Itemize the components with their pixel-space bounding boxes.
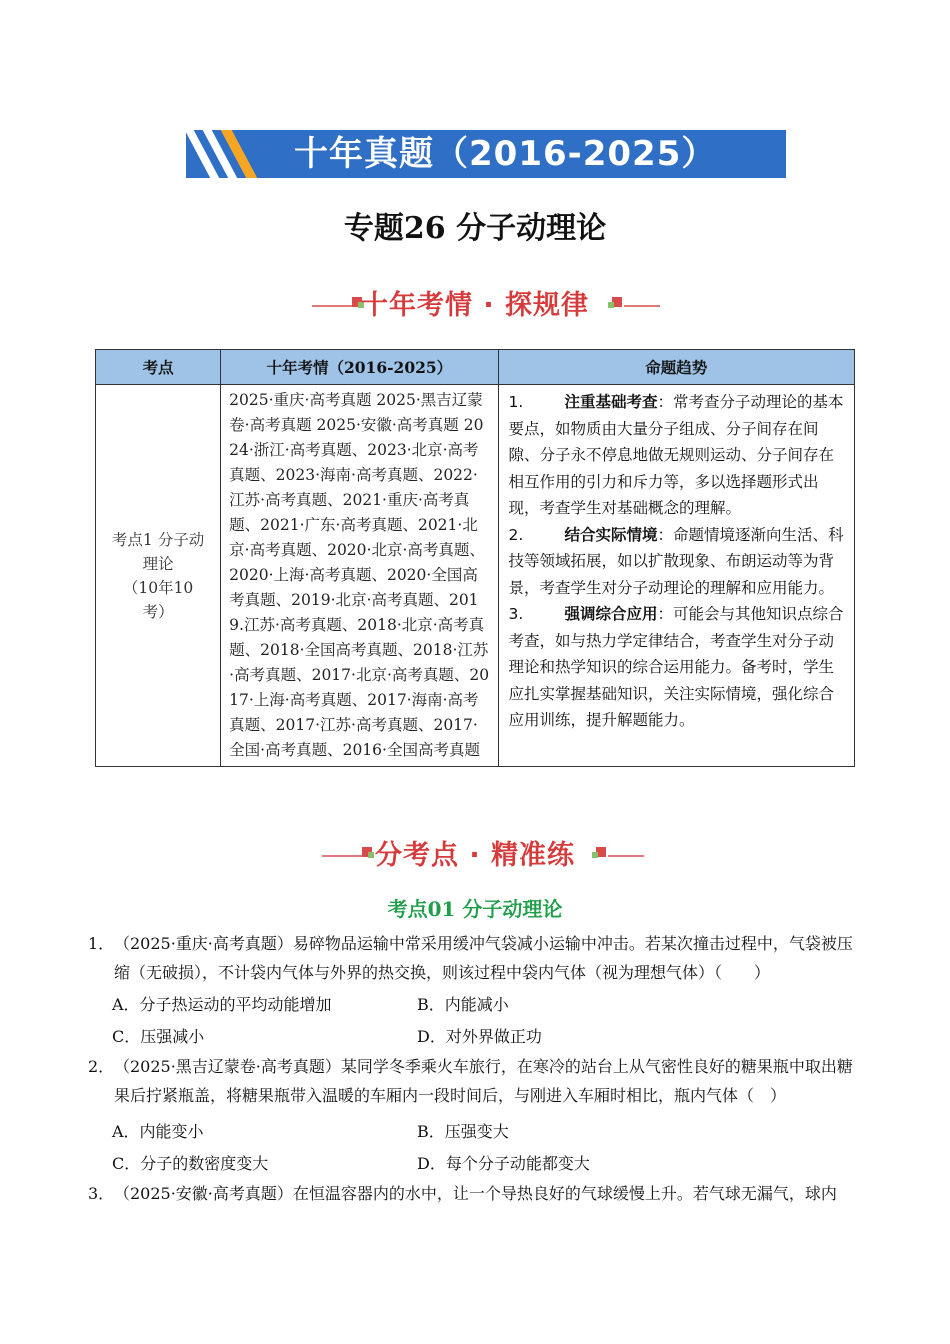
exam-point-text: （10年10 bbox=[122, 578, 194, 597]
question-text: （2025·安徽·高考真题）在恒温容器内的水中，让一个导热良好的气球缓慢上升。若气球无漏气，球内 bbox=[114, 1184, 837, 1203]
section-title: 分考点 · 精准练 bbox=[374, 840, 576, 871]
table-row bbox=[96, 385, 855, 767]
table-header-cell: 命题趋势 bbox=[498, 350, 854, 385]
option-a[interactable]: A．内能变小 bbox=[112, 1122, 204, 1141]
trend-title: 注重基础考查 bbox=[564, 393, 658, 411]
option-d[interactable]: D．每个分子动能都变大 bbox=[417, 1154, 590, 1173]
exam-summary-table bbox=[95, 349, 855, 767]
table-header-row bbox=[96, 350, 855, 385]
banner-title: 十年真题（2016-2025） bbox=[294, 134, 717, 174]
trend-text: ：命题情境逐渐向生活、科技等领域拓展，如以扩散现象、布朗运动等为背景，考查学生对分子动理论的理解和应用能力。 bbox=[508, 525, 844, 597]
question-3 bbox=[88, 1179, 860, 1208]
section-header-practice bbox=[0, 833, 950, 873]
section-header-ten-year bbox=[0, 283, 950, 323]
option-c[interactable]: C．分子的数密度变大 bbox=[112, 1154, 269, 1173]
trend-item bbox=[509, 389, 844, 522]
question-2 bbox=[88, 1052, 860, 1110]
question-text: （2025·重庆·高考真题）易碎物品运输中常采用缓冲气袋减小运输中冲击。若某次撞击过程中，气袋被压缩（无破损），不计袋内气体与外界的热交换，则该过程中袋内气体（视为理想气体）（ ） bbox=[114, 934, 853, 982]
document-title: 专题26 分子动理论 bbox=[343, 211, 607, 246]
trend-number: 2. bbox=[508, 525, 524, 544]
section-title: 十年考情 · 探规律 bbox=[360, 290, 590, 321]
exam-point-subtitle: 考点01 分子动理论 bbox=[387, 897, 563, 921]
trend-title: 强调综合应用 bbox=[564, 605, 658, 623]
exam-point-cell bbox=[96, 385, 221, 767]
question-text: （2025·黑吉辽蒙卷·高考真题）某同学冬季乘火车旅行，在寒冷的站台上从气密性良好的糖果瓶中取出糖果后拧紧瓶盖，将糖果瓶带入温暖的车厢内一段时间后，与刚进入车厢时相比，瓶内气体（ ） bbox=[114, 1057, 853, 1105]
option-d[interactable]: D．对外界做正功 bbox=[417, 1027, 542, 1046]
trend-text: ：常考查分子动理论的基本要点，如物质由大量分子组成、分子间存在间隙、分子永不停息地做无规则运动、分子间存在相互作用的引力和斥力等，多以选择题形式出现，考查学生对基础概念的理解。 bbox=[508, 393, 844, 517]
trend-number: 3. bbox=[508, 605, 524, 623]
option-b[interactable]: B．压强变大 bbox=[417, 1122, 509, 1141]
option-a[interactable]: A．分子热运动的平均动能增加 bbox=[112, 995, 332, 1014]
option-c[interactable]: C．压强减小 bbox=[112, 1027, 205, 1046]
question-number: 3． bbox=[88, 1184, 115, 1203]
exam-point-text: 理论 bbox=[142, 554, 174, 573]
trend-item bbox=[509, 601, 844, 734]
question-number: 2． bbox=[88, 1057, 115, 1076]
trend-cell bbox=[498, 385, 854, 767]
table-header-cell: 考点 bbox=[96, 350, 221, 385]
exam-point-text: 考） bbox=[142, 602, 174, 621]
title-banner bbox=[186, 130, 786, 178]
table-header-cell: 十年考情（2016-2025） bbox=[221, 350, 498, 385]
trend-title: 结合实际情境 bbox=[564, 525, 658, 544]
exam-years-cell: 2025·重庆·高考真题 2025·黑吉辽蒙卷·高考真题 2025·安徽·高考真题 2024·浙江·高考真题、2023·北京·高考真题、2023·海南·高考真题、2022·江苏·高考真题、2021·重庆·高考真题、2021·广东·高考真题、2021·北京·高考真题、2020·北京·高考真题、2020·上海·高考真题、2020·全国高考真题、2019·北京·高考真题、2019.江苏·高考真题、2018·北京·高考真题、2018·全国高考真题、2018·江苏·高考真题、2017·北京·高考真题、2017·上海·高考真题、2017·海南·高考真题、2017·江苏·高考真题、2017·全国·高考真题、2016·全国高考真题 bbox=[221, 385, 498, 767]
question-number: 1． bbox=[88, 934, 115, 953]
trend-number: 1. bbox=[508, 393, 524, 411]
trend-text: ：可能会与其他知识点综合考查，如与热力学定律结合，考查学生对分子动理论和热学知识的综合运用能力。备考时，学生应扎实掌握基础知识，关注实际情境，强化综合应用训练，提升解题能力。 bbox=[508, 605, 844, 729]
exam-point-text: 考点1 分子动 bbox=[111, 530, 205, 549]
option-b[interactable]: B．内能减小 bbox=[417, 995, 509, 1014]
question-1 bbox=[88, 929, 860, 987]
trend-item bbox=[509, 522, 844, 602]
